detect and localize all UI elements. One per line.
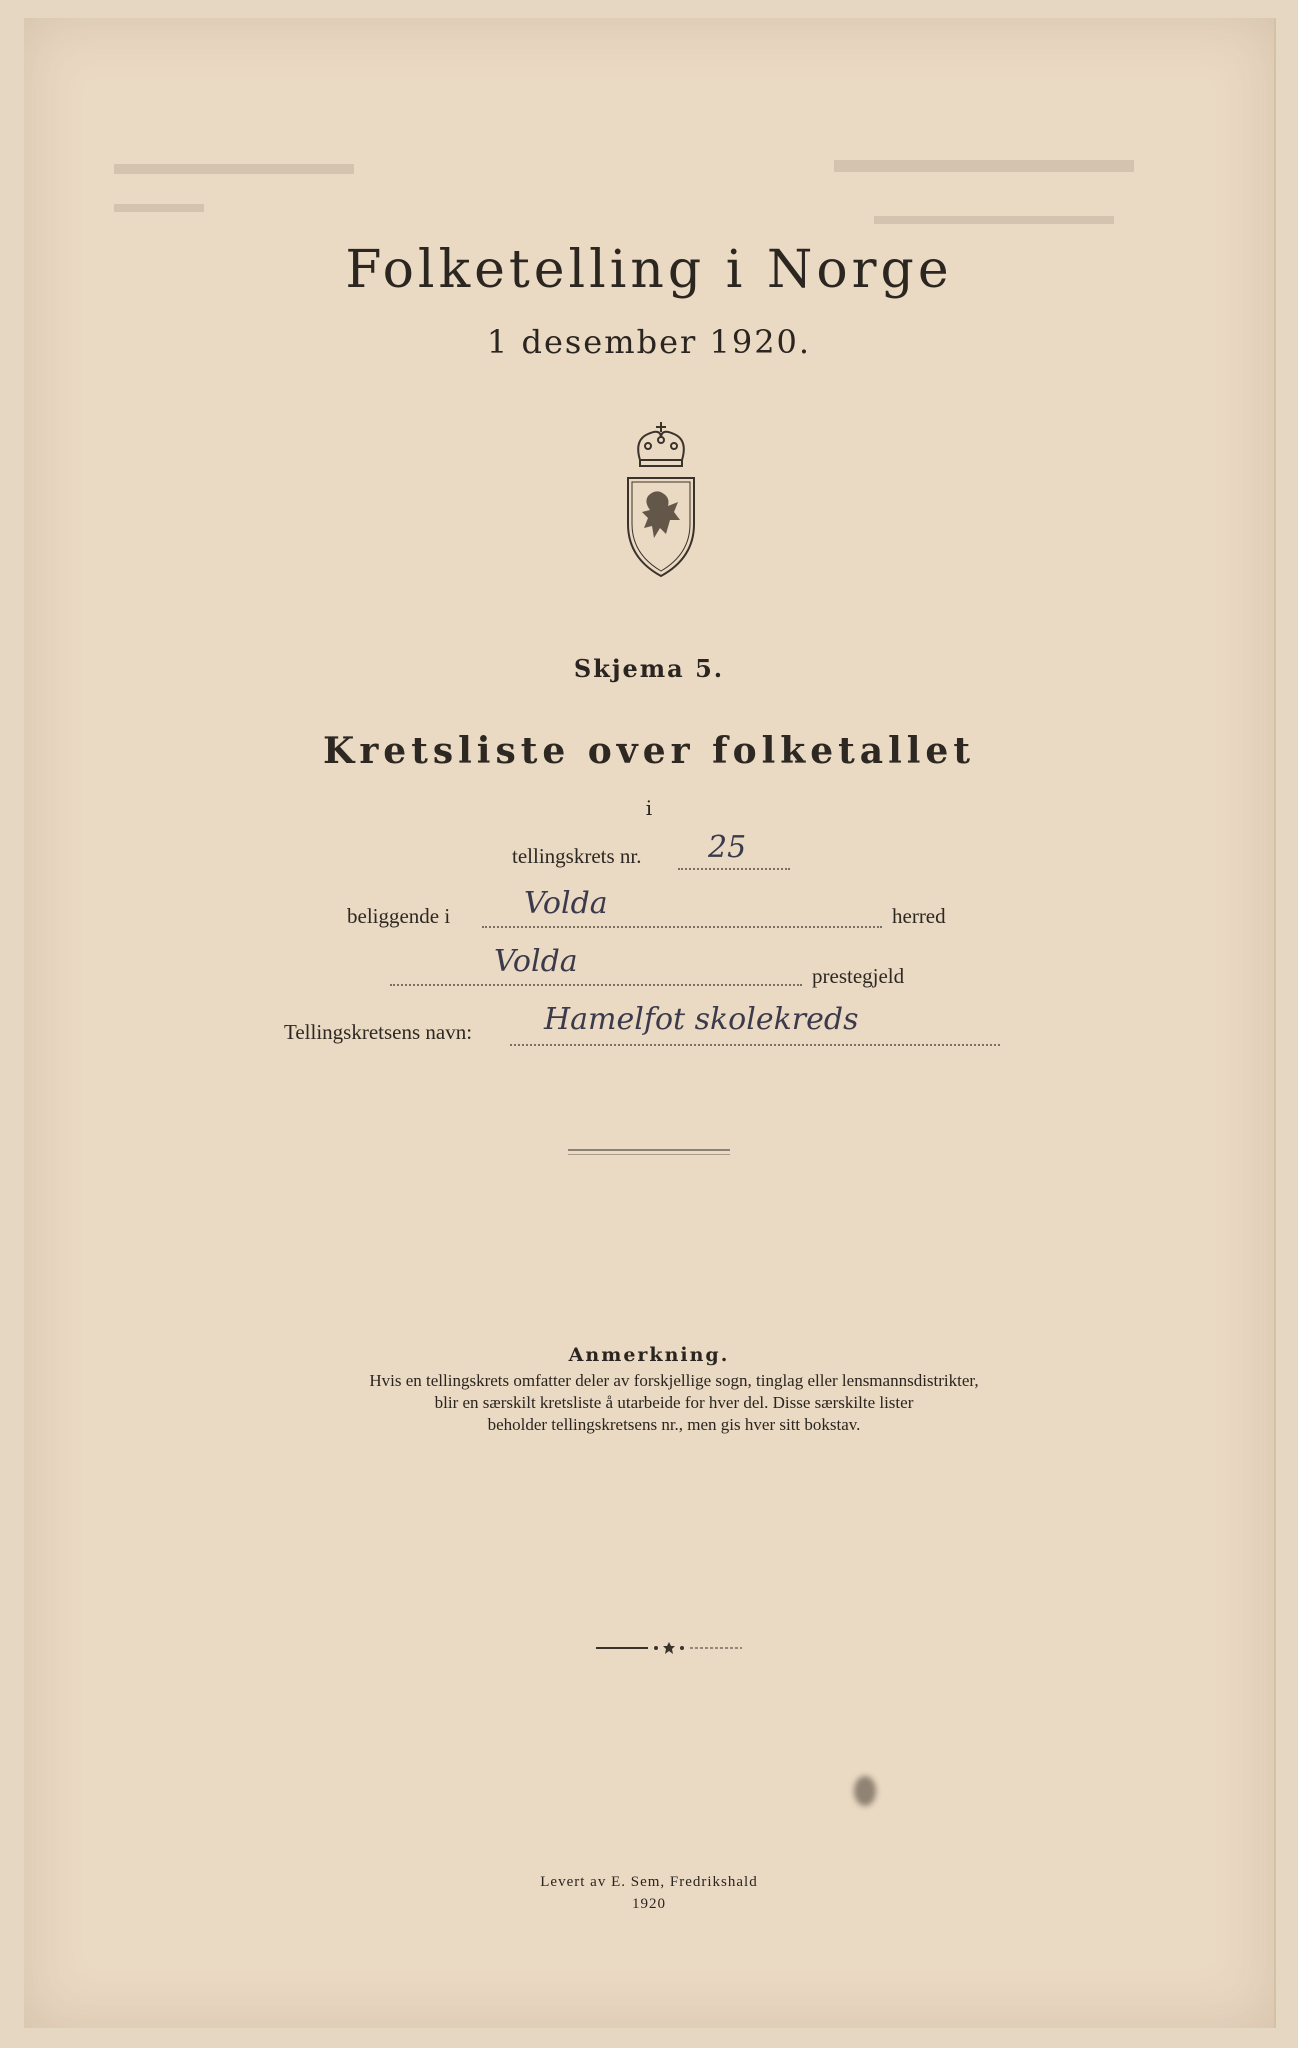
divider-rule-thin [568,1154,730,1155]
page-title: Folketelling i Norge [345,240,953,300]
norwegian-coat-of-arms-icon [618,416,704,586]
krets-number-label: tellingskrets nr. [512,844,642,868]
remark-line-3: beholder tellingskretsens nr., men gis hver sitt bokstav. [487,1415,861,1434]
schema-number: Skjema 5. [573,654,725,683]
ink-smudge [854,1776,876,1806]
beliggende-line [482,926,882,928]
divider-rule [568,1149,730,1151]
remark-title: Anmerkning. [568,1344,730,1366]
beliggende-value: Volda [524,886,608,921]
krets-name-line [510,1044,1000,1046]
krets-name-label: Tellingskretsens navn: [284,1020,473,1044]
prestegjeld-value: Volda [494,944,578,979]
remark-line-2: blir en særskilt kretsliste å utarbeide for hver del. Disse særskilte lister [434,1393,914,1412]
form-heading: Kretsliste over folketallet [323,730,975,772]
printer-credit: Levert av E. Sem, Fredrikshald [540,1874,758,1890]
remark-line-1: Hvis en tellingskrets omfatter deler av forskjellige sogn, tinglag eller lensmannsdistrikter, [369,1371,979,1390]
krets-number-line [678,868,790,870]
divider-ornament-icon [596,1640,742,1656]
census-date: 1 desember 1920. [486,323,812,361]
preposition-i: i [645,796,653,820]
beliggende-label: beliggende i [347,904,451,928]
prestegjeld-label: prestegjeld [812,964,905,988]
remark-text [224,1370,1124,1436]
printer-year: 1920 [632,1896,666,1912]
krets-number-value: 25 [708,830,747,865]
herred-label: herred [892,904,946,928]
census-form-page [24,18,1276,2028]
krets-name-value: Hamelfot skolekreds [544,1002,859,1037]
prestegjeld-line [390,984,802,986]
